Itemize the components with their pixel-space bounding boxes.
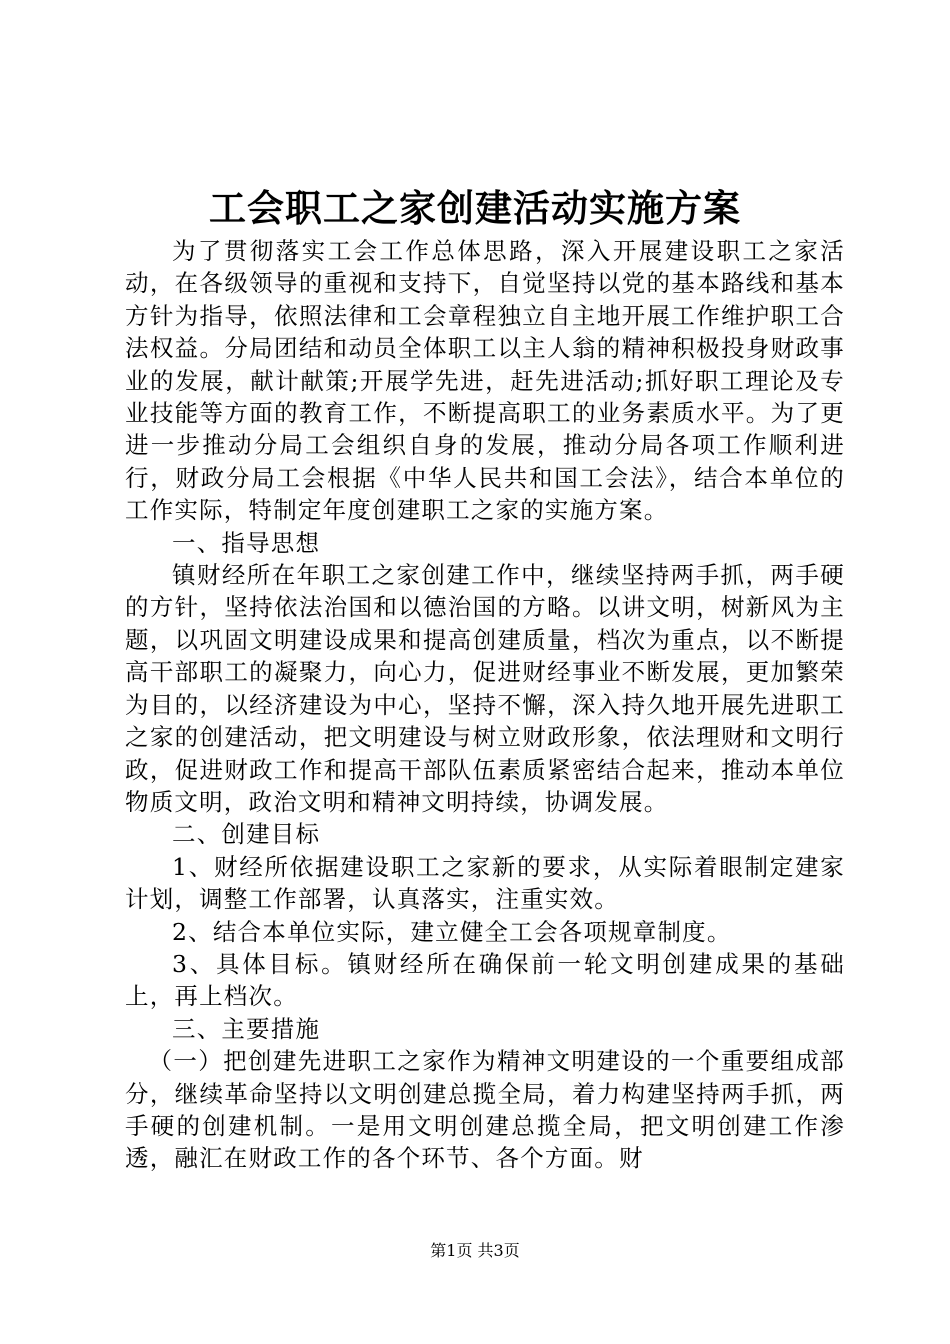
goal-item-1: 1、财经所依据建设职工之家新的要求，从实际着眼制定建家计划，调整工作部署，认真落实，注重实效。 [125,852,845,914]
page-number-footer: 第1页 共3页 [430,1241,520,1260]
measures-paragraph-1: （一）把创建先进职工之家作为精神文明建设的一个重要组成部分，继续革命坚持以文明创建总揽全局，着力构建坚持两手抓，两手硬的创建机制。一是用文明创建总揽全局，把文明创建工作渗透，融汇在财政工作的各个环节、各个方面。财 [125,1047,845,1173]
goal-item-2: 2、结合本单位实际，建立健全工会各项规章制度。 [172,917,732,946]
section-heading-guiding-thought: 一、指导思想 [172,528,321,557]
goal-item-3: 3、具体目标。镇财经所在确保前一轮文明创建成果的基础上，再上档次。 [125,949,845,1011]
intro-paragraph: 为了贯彻落实工会工作总体思路，深入开展建设职工之家活动，在各级领导的重视和支持下，自觉坚持以党的基本路线和基本方针为指导，依照法律和工会章程独立自主地开展工作维护职工合法权益。分局团结和动员全体职工以主人翁的精神积极投身财政事业的发展，献计献策;开展学先进，赶先进活动;抓好职工理论及专业技能等方面的教育工作，不断提高职工的业务素质水平。为了更进一步推动分局工会组织自身的发展，推动分局各项工作顺利进行，财政分局工会根据《中华人民共和国工会法》，结合本单位的工作实际，特制定年度创建职工之家的实施方案。 [125,237,845,525]
guiding-thought-paragraph: 镇财经所在年职工之家创建工作中，继续坚持两手抓，两手硬的方针，坚持依法治国和以德治国的方略。以讲文明，树新风为主题，以巩固文明建设成果和提高创建质量，档次为重点，以不断提高干部职工的凝聚力，向心力，促进财经事业不断发展，更加繁荣为目的，以经济建设为中心，坚持不懈，深入持久地开展先进职工之家的创建活动，把文明建设与树立财政形象，依法理财和文明行政，促进财政工作和提高干部队伍素质紧密结合起来，推动本单位物质文明，政治文明和精神文明持续，协调发展。 [125,561,845,816]
document-title: 工会职工之家创建活动实施方案 [209,187,741,230]
document-body [125,235,845,1175]
section-heading-measures: 三、主要措施 [172,1014,321,1043]
section-heading-goals: 二、创建目标 [172,820,321,849]
